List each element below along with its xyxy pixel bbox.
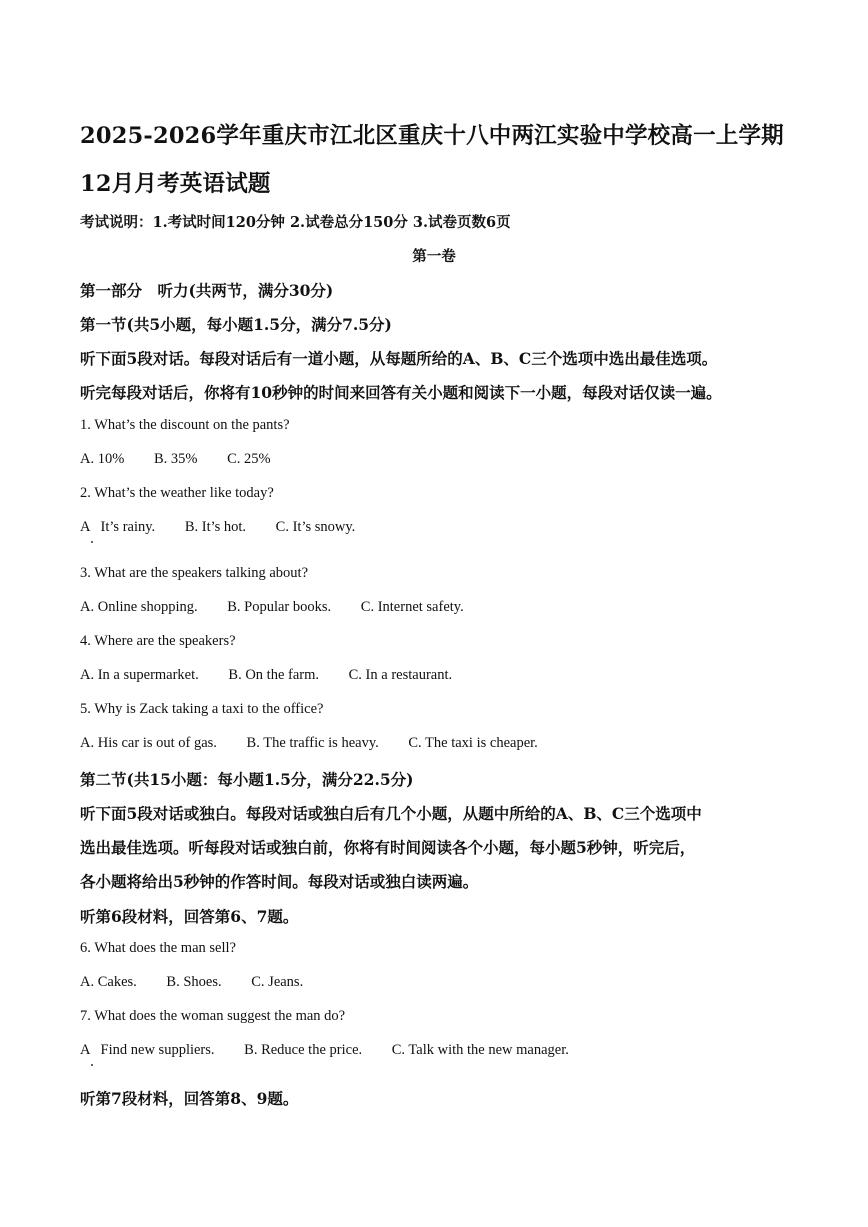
material-7-heading: 听第7段材料，回答第8、9题。 [80,1089,299,1108]
question-7-options [80,1042,595,1059]
material-6-heading: 听第6段材料，回答第6、7题。 [80,907,299,926]
option-b: B. It’s hot. [184,519,247,535]
option-c: C. Internet safety. [360,599,464,615]
question-3: 3. What are the speakers talking about? [80,565,309,581]
section-2-instruction-3: 各小题将给出5秒钟的作答时间。每段对话或独白读两遍。 [80,872,479,891]
question-4-options [80,667,478,684]
option-a: A. 10% [80,451,125,467]
volume-heading: 第一卷 [412,248,456,265]
option-c: C. 25% [227,451,271,467]
question-7: 7. What does the woman suggest the man do? [80,1008,346,1024]
option-b: B. Popular books. [227,599,332,615]
option-b: B. The traffic is heavy. [246,735,379,751]
section-1-instruction-1: 听下面5段对话。每段对话后有一道小题，从每题所给的A、B、C三个选项中选出最佳选项。 [80,349,718,368]
option-c: C. Talk with the new manager. [391,1042,569,1058]
option-a: A. Cakes. [80,974,137,990]
option-b: B. Reduce the price. [244,1042,363,1058]
option-a: A Find new suppliers. [80,1042,215,1058]
option-a: A It’s rainy. [80,519,156,535]
question-3-options [80,599,490,616]
question-1-options [80,451,297,468]
exam-note: 考试说明：1.考试时间120分钟 2.试卷总分150分 3.试卷页数6页 [80,214,511,231]
option-b: B. Shoes. [166,974,222,990]
question-5: 5. Why is Zack taking a taxi to the office? [80,701,324,717]
option-a: A. Online shopping. [80,599,198,615]
section-2-instruction-1: 听下面5段对话或独白。每段对话或独白后有几个小题，从题中所给的A、B、C三个选项中 [80,804,702,823]
question-4: 4. Where are the speakers? [80,633,236,649]
option-b: B. 35% [153,451,198,467]
question-1: 1. What’s the discount on the pants? [80,417,290,433]
document-title-line-2: 12月月考英语试题 [80,171,271,197]
section-2-instruction-2: 选出最佳选项。听每段对话或独白前，你将有时间阅读各个小题，每小题5秒钟，听完后， [80,838,696,857]
question-2: 2. What’s the weather like today? [80,485,274,501]
question-5-options [80,735,564,752]
section-1-heading: 第一节(共5小题，每小题1.5分，满分7.5分) [80,315,392,334]
stray-dot [91,1064,93,1066]
option-c: C. It’s snowy. [275,519,356,535]
question-2-options [80,519,381,536]
stray-dot [91,541,93,543]
option-c: C. In a restaurant. [348,667,453,683]
option-b: B. On the farm. [228,667,320,683]
option-c: C. The taxi is cheaper. [408,735,538,751]
section-1-instruction-2: 听完每段对话后，你将有10秒钟的时间来回答有关小题和阅读下一小题，每段对话仅读一遍。 [80,383,722,402]
question-6-options [80,974,329,991]
section-2-heading: 第二节(共15小题：每小题1.5分，满分22.5分) [80,770,414,789]
document-title-line-1: 2025-2026学年重庆市江北区重庆十八中两江实验中学校高一上学期 [80,123,784,149]
option-a: A. In a supermarket. [80,667,199,683]
option-a: A. His car is out of gas. [80,735,217,751]
part-heading: 第一部分 听力(共两节，满分30分) [80,281,334,300]
option-c: C. Jeans. [251,974,304,990]
question-6: 6. What does the man sell? [80,940,236,956]
